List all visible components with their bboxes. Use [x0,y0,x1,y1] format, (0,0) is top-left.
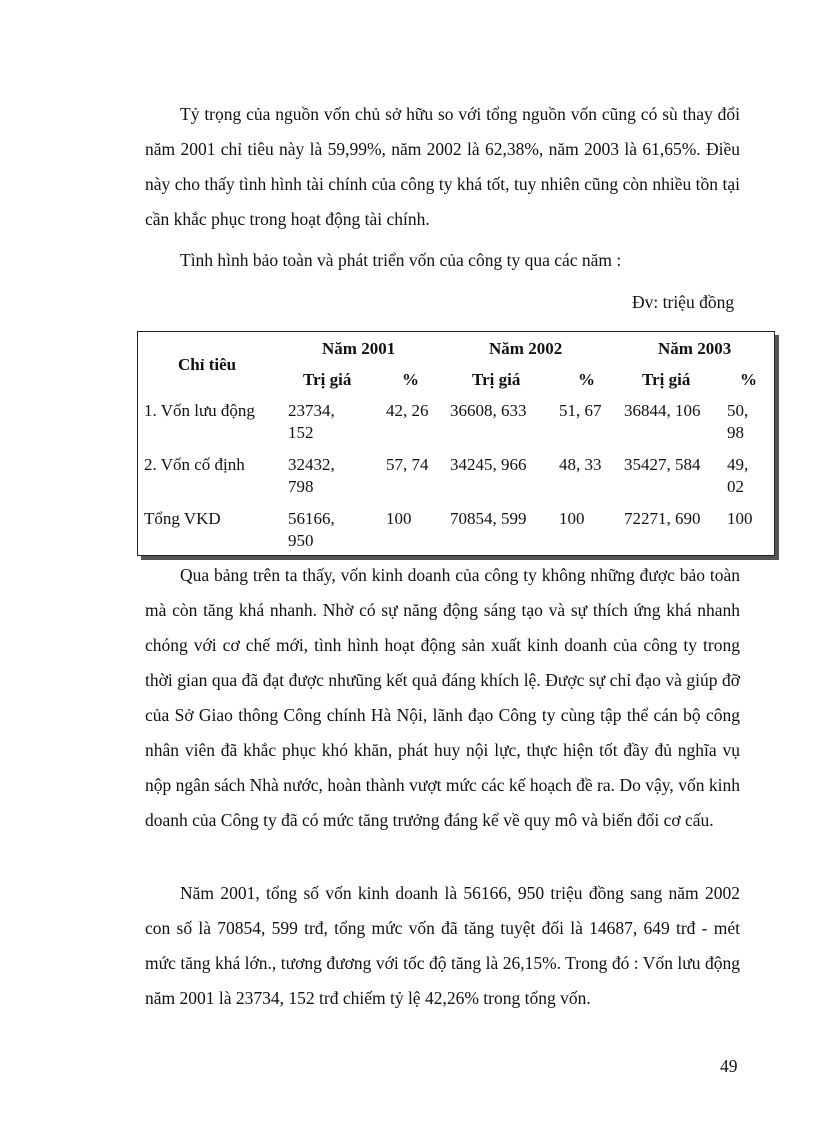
cell-pct-2001: 42, 26 [386,401,429,420]
header-year-2003: Năm 2003 [658,339,732,358]
header-year-2002: Năm 2002 [489,339,563,358]
page-number: 49 [720,1056,738,1076]
cell-value-2003: 35427, 584 [624,455,701,474]
cell-pct-2002: 48, 33 [559,455,602,474]
row-label: 1. Vốn lưu động [144,401,255,420]
header-year-2001: Năm 2001 [322,339,396,358]
cell-value-2001: 23734, 152 [288,401,335,442]
cell-value-2001: 56166, 950 [288,509,335,550]
cell-value-2001: 32432, 798 [288,455,335,496]
cell-pct-2003: 50, 98 [727,401,749,442]
cell-pct-2001: 57, 74 [386,455,429,474]
capital-table [137,331,775,556]
row-label: Tổng VKD [144,509,221,528]
cell-pct-2003: 49, 02 [727,455,749,496]
subheader-value-2001: Trị giá [303,370,352,389]
cell-pct-2001: 100 [386,509,412,528]
cell-value-2002: 70854, 599 [450,509,527,528]
cell-pct-2002: 100 [559,509,585,528]
cell-pct-2003: 100 [727,509,753,528]
cell-value-2003: 36844, 106 [624,401,701,420]
cell-value-2002: 34245, 966 [450,455,527,474]
cell-pct-2002: 51, 67 [559,401,602,420]
paragraph-capital-intro: Tình hình bảo toàn và phát triển vốn của công ty qua các năm : [180,250,622,270]
paragraph-equity-ratio: Tỷ trọng của nguồn vốn chủ sở hữu so với tổng nguồn vốn cũng có sù thay đổi năm 2001 chỉ tiêu này là 59,99%, năm 2002 là 62,38%, năm 2003 là 61,65%. Điều này cho thấy tình hình tài chính của công ty khá tốt, tuy nhiên cũng còn nhiều tồn tại cần khắc phục trong hoạt động tài chính. [145,104,740,229]
paragraph-2001-figures: Năm 2001, tổng số vốn kinh doanh là 56166, 950 triệu đồng sang năm 2002 con số là 70854, 599 trđ, tổng mức vốn đã tăng tuyệt đối là 14687, 649 trđ - mét mức tăng khá lớn., tương đương với tốc độ tăng là 26,15%. Trong đó : Vốn lưu động năm 2001 là 23734, 152 trđ chiếm tỷ lệ 42,26% trong tổng vốn. [145,883,740,1008]
subheader-pct-2003: % [740,370,757,389]
subheader-pct-2001: % [402,370,419,389]
subheader-value-2002: Trị giá [472,370,521,389]
table-unit-label: Đv: triệu đồng [632,292,735,312]
row-label: 2. Vốn cố định [144,455,245,474]
cell-value-2002: 36608, 633 [450,401,527,420]
cell-value-2003: 72271, 690 [624,509,701,528]
header-indicator: Chỉ tiêu [178,355,237,374]
subheader-pct-2002: % [578,370,595,389]
paragraph-analysis: Qua bảng trên ta thấy, vốn kinh doanh của công ty không những được bảo toàn mà còn tăng khá nhanh. Nhờ có sự năng động sáng tạo và sự thích ứng khá nhanh chóng với cơ chế mới, tình hình hoạt động sản xuất kinh doanh của công ty trong thời gian qua đã đạt được nhưũng kết quả đáng khích lệ. Được sự chỉ đạo và giúp đỡ của Sở Giao thông Công chính Hà Nội, lãnh đạo Công ty cùng tập thể cán bộ công nhân viên đã khắc phục khó khăn, phát huy nội lực, thực hiện tốt đầy đủ nghĩa vụ nộp ngân sách Nhà nước, hoàn thành vượt mức các kế hoạch đề ra. Do vậy, vốn kinh doanh của Công ty đã có mức tăng trưởng đáng kể về quy mô và biến đổi cơ cấu. [145,565,740,830]
subheader-value-2003: Trị giá [642,370,691,389]
